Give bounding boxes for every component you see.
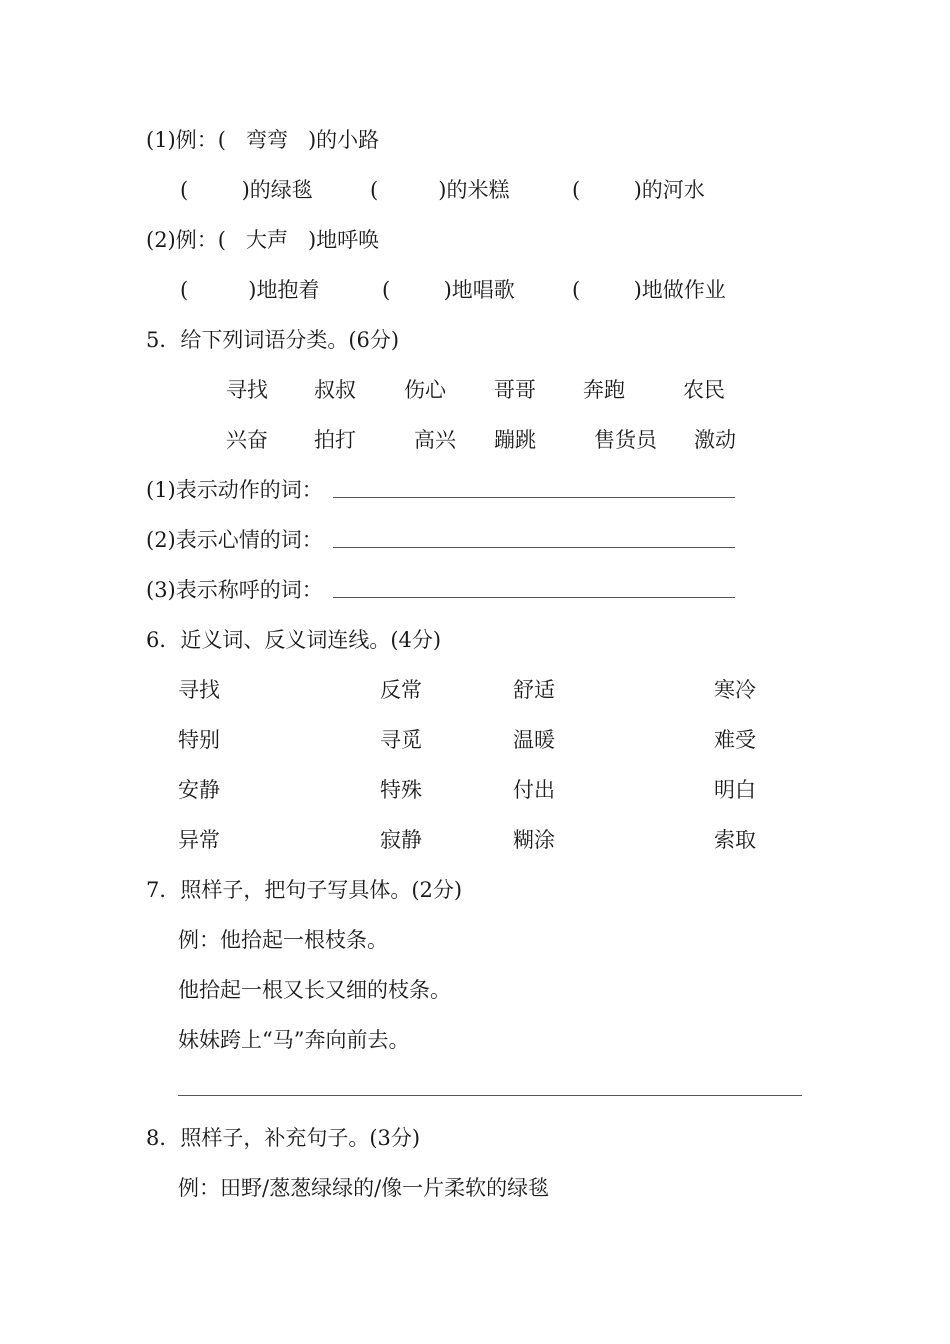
q6-title: 6．近义词、反义词连线。(4分) [146,628,442,652]
q5-title: 5．给下列词语分类。(6分) [146,328,400,352]
q5-word: 拍打 [314,428,356,452]
q7-title: 7．照样子，把句子写具体。(2分) [146,878,463,902]
q6-word: 温暖 [513,728,555,752]
q5-word: 售货员 [594,428,657,452]
q6-word: 寒冷 [714,678,756,702]
q6-word: 特别 [178,728,220,752]
q5-word: 兴奋 [226,428,268,452]
q5-word: 叔叔 [314,378,356,402]
q6-word: 寂静 [380,828,422,852]
q6-word: 特殊 [380,778,422,802]
q6-word: 糊涂 [513,828,555,852]
q4-blank-1b: ( )的米糕 [370,178,510,202]
q6-word: 付出 [513,778,555,802]
q6-word: 寻觅 [380,728,422,752]
q5-word: 奔跑 [583,378,625,402]
answer-line-3[interactable] [333,597,735,598]
q4-example-2: (2)例：( 大声 )地呼唤 [146,228,380,252]
q8-title: 8．照样子，补充句子。(3分) [146,1126,421,1150]
q6-word: 异常 [178,828,220,852]
q4-example-1: (1)例：( 弯弯 )的小路 [146,128,380,152]
q5-word: 农民 [683,378,725,402]
q4-blank-1a: ( )的绿毯 [180,178,313,202]
q5-word: 高兴 [414,428,456,452]
q4-blank-1c: ( )的河水 [572,178,705,202]
q6-word: 难受 [714,728,756,752]
q6-word: 明白 [714,778,756,802]
answer-line-4[interactable] [178,1095,802,1096]
q5-sub-label-3: (3)表示称呼的词： [146,578,323,602]
q4-blank-2c: ( )地做作业 [572,278,726,302]
q6-word: 舒适 [513,678,555,702]
q5-word: 伤心 [404,378,446,402]
q6-word: 安静 [178,778,220,802]
q8-example: 例：田野/葱葱绿绿的/像一片柔软的绿毯 [178,1176,550,1200]
q4-blank-2a: ( )地抱着 [180,278,320,302]
q6-word: 索取 [714,828,756,852]
q7-example-answer: 他拾起一根又长又细的枝条。 [178,978,451,1002]
q5-word: 寻找 [226,378,268,402]
answer-line-2[interactable] [333,547,735,548]
q6-word: 寻找 [178,678,220,702]
q5-word: 哥哥 [494,378,536,402]
q7-task: 妹妹跨上“马”奔向前去。 [178,1028,410,1052]
q5-word: 蹦跳 [494,428,536,452]
q5-sub-label-2: (2)表示心情的词： [146,528,323,552]
q7-example: 例：他拾起一根枝条。 [178,928,388,952]
q5-sub-label-1: (1)表示动作的词： [146,478,323,502]
q6-word: 反常 [380,678,422,702]
q5-word: 激动 [694,428,736,452]
q4-blank-2b: ( )地唱歌 [382,278,515,302]
answer-line-1[interactable] [333,497,735,498]
